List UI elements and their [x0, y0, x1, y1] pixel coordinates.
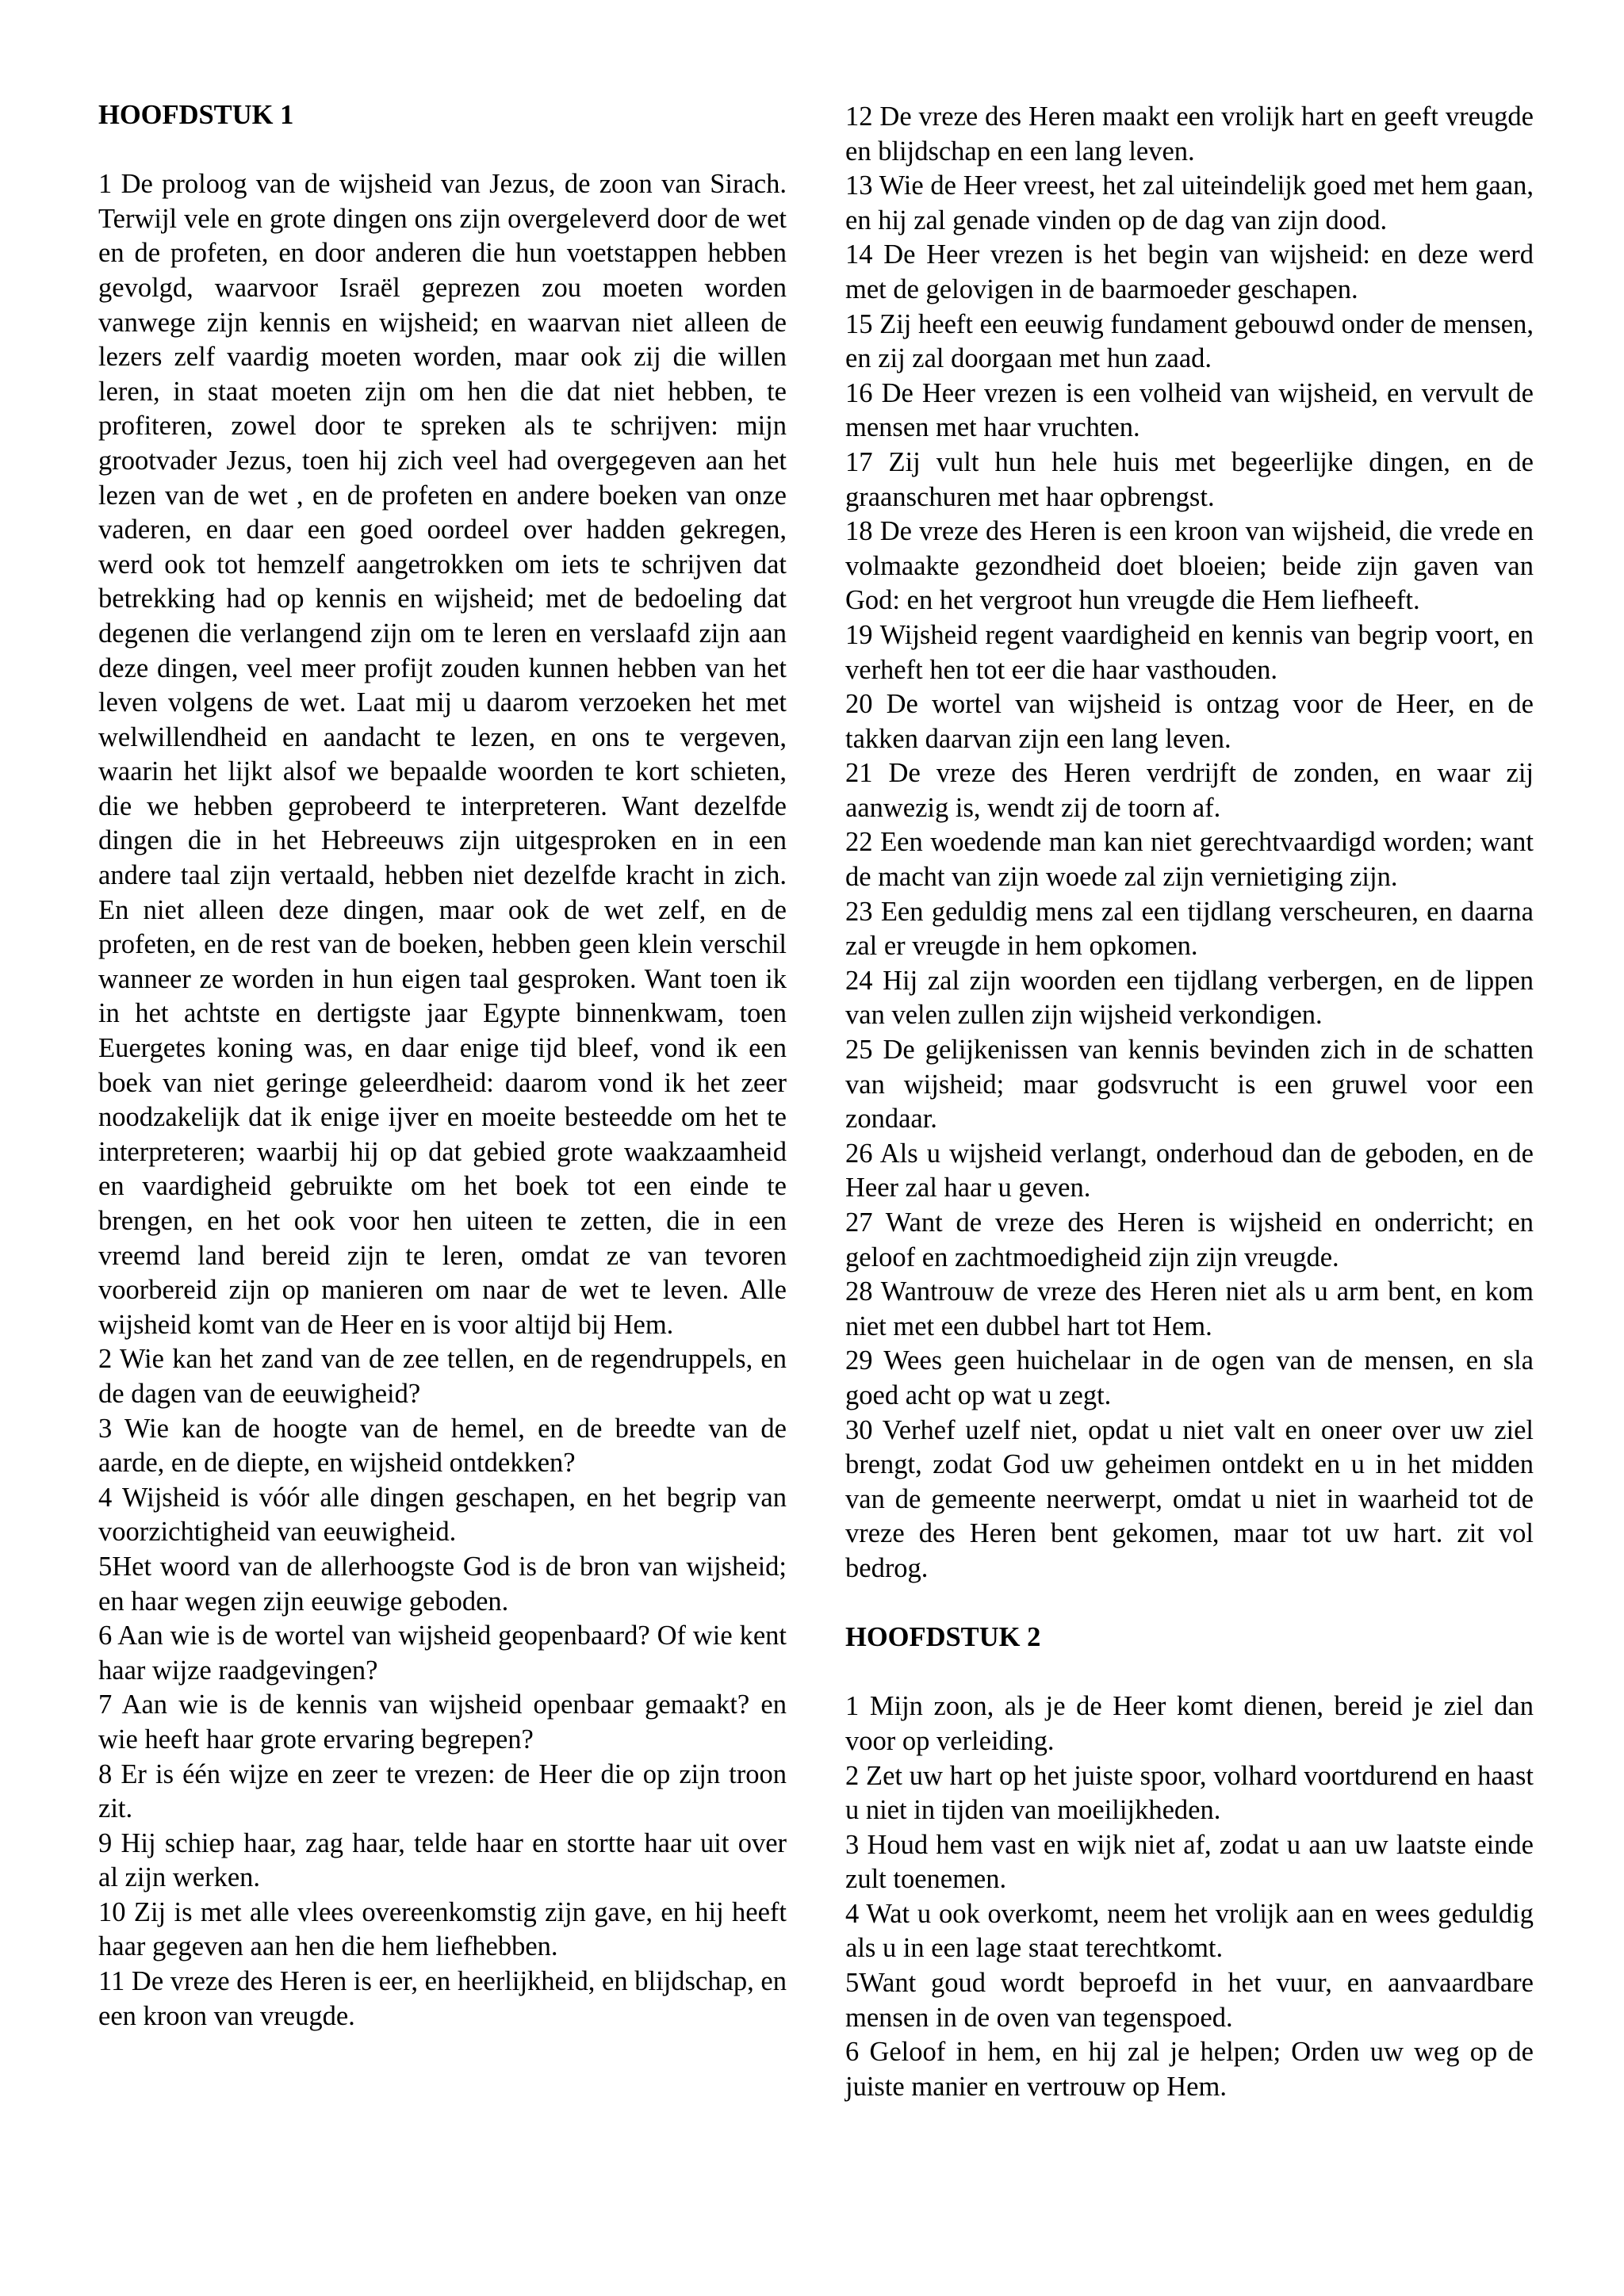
verse: 24 Hij zal zijn woorden een tijdlang verbergen, en de lippen van velen zullen zijn wijsheid verkondigen. [845, 965, 1534, 1031]
verse: 17 Zij vult hun hele huis met begeerlijke dingen, en de graanschuren met haar opbrengst. [845, 446, 1534, 512]
verse: 20 De wortel van wijsheid is ontzag voor de Heer, en de takken daarvan zijn een lang leven. [845, 689, 1534, 754]
verse: 1 De proloog van de wijsheid van Jezus, de zoon van Sirach. Terwijl vele en grote dingen ons zijn overgeleverd door de wet en de profeten, en door anderen die hun voetstappen hebben gevolgd, waarvoor Israël geprezen zou moeten worden vanwege zijn kennis en wijsheid; en waarvan niet alleen de lezers zelf vaardig moeten worden, maar ook zij die willen leren, in staat moeten zijn om hen die dat niet hebben, te profiteren, zowel door te spreken als te schrijven: mijn grootvader Jezus, toen hij zich veel had overgegeven aan het lezen van de wet , en de profeten en andere boeken van onze vaderen, en daar een goed oordeel over hadden gekregen, werd ook tot hemzelf aangetrokken om iets te schrijven dat betrekking had op kennis en wijsheid; met de bedoeling dat degenen die verlangend zijn om te leren en verslaafd zijn aan deze dingen, veel meer profijt zouden kunnen hebben van het leven volgens de wet. Laat mij u daarom verzoeken het met welwillendheid en aandacht te lezen, en ons te vergeven, waarin het lijkt alsof we bepaalde woorden te kort schieten, die we hebben geprobeerd te interpreteren. Want dezelfde dingen die in het Hebreeuws zijn uitgesproken en in een andere taal zijn vertaald, hebben niet dezelfde kracht in zich. En niet alleen deze dingen, maar ook de wet zelf, en de profeten, en de rest van de boeken, hebben geen klein verschil wanneer ze worden in hun eigen taal gesproken. Want toen ik in het achtste en dertigste jaar Egypte binnenkwam, toen Euergetes koning was, en daar enige tijd bleef, vond ik een boek van niet geringe geleerdheid: daarom vond ik het zeer noodzakelijk dat ik enige ijver en moeite besteedde om het te interpreteren; waarbij hij op dat gebied grote waakzaamheid en vaardigheid gebruikte om het boek tot een einde te brengen, en het ook voor hen uiteen te zetten, die in een vreemd land bereid zijn te leren, omdat ze van tevoren voorbereid zijn op manieren om naar de wet te leven. Alle wijsheid komt van de Heer en is voor altijd bij Hem. [98, 169, 787, 1340]
verse: 5Het woord van de allerhoogste God is de bron van wijsheid; en haar wegen zijn eeuwige geboden. [98, 1551, 787, 1617]
left-column [98, 98, 787, 2034]
verse: 9 Hij schiep haar, zag haar, telde haar en stortte haar uit over al zijn werken. [98, 1827, 787, 1893]
verse: 19 Wijsheid regent vaardigheid en kennis van begrip voort, en verheft hen tot eer die haar vasthouden. [845, 619, 1534, 685]
verse: 27 Want de vreze des Heren is wijsheid en onderricht; en geloof en zachtmoedigheid zijn zijn vreugde. [845, 1207, 1534, 1272]
verse: 18 De vreze des Heren is een kroon van wijsheid, die vrede en volmaakte gezondheid doet bloeien; beide zijn gaven van God: en het vergroot hun vreugde die Hem liefheeft. [845, 516, 1534, 616]
verse: 25 De gelijkenissen van kennis bevinden zich in de schatten van wijsheid; maar godsvrucht is een gruwel voor een zondaar. [845, 1035, 1534, 1135]
chapter-1-heading: HOOFDSTUK 1 [98, 100, 294, 130]
verse: 5Want goud wordt beproefd in het vuur, en aanvaardbare mensen in de oven van tegenspoed. [845, 1968, 1534, 2033]
verse: 7 Aan wie is de kennis van wijsheid openbaar gemaakt? en wie heeft haar grote ervaring begrepen? [98, 1689, 787, 1755]
verse: 30 Verhef uzelf niet, opdat u niet valt en oneer over uw ziel brengt, zodat God uw geheimen ontdekt en u in het midden van de gemeente neerwerpt, omdat u niet in waarheid tot de vreze des Heren bent gekomen, maar tot uw hart. zit vol bedrog. [845, 1414, 1534, 1583]
right-column [845, 100, 1534, 2104]
verse: 4 Wat u ook overkomt, neem het vrolijk aan en wees geduldig als u in een lage staat terechtkomt. [845, 1898, 1534, 1964]
verse: 21 De vreze des Heren verdrijft de zonden, en waar zij aanwezig is, wendt zij de toorn af. [845, 758, 1534, 823]
verse: 6 Aan wie is de wortel van wijsheid geopenbaard? Of wie kent haar wijze raadgevingen? [98, 1621, 787, 1686]
chapter-2-heading: HOOFDSTUK 2 [845, 1622, 1041, 1653]
verse: 11 De vreze des Heren is eer, en heerlijkheid, en blijdschap, en een kroon van vreugde. [98, 1966, 787, 2031]
verse: 29 Wees geen huichelaar in de ogen van de mensen, en sla goed acht op wat u zegt. [845, 1345, 1534, 1410]
verse: 26 Als u wijsheid verlangt, onderhoud dan de geboden, en de Heer zal haar u geven. [845, 1138, 1534, 1203]
verse: 12 De vreze des Heren maakt een vrolijk hart en geeft vreugde en blijdschap en een lang leven. [845, 101, 1534, 166]
verse: 4 Wijsheid is vóór alle dingen geschapen, en het begrip van voorzichtigheid van eeuwigheid. [98, 1482, 787, 1548]
verse: 28 Wantrouw de vreze des Heren niet als u arm bent, en kom niet met een dubbel hart tot Hem. [845, 1276, 1534, 1341]
verse: 23 Een geduldig mens zal een tijdlang verscheuren, en daarna zal er vreugde in hem opkomen. [845, 896, 1534, 962]
verse: 13 Wie de Heer vreest, het zal uiteindelijk goed met hem gaan, en hij zal genade vinden op de dag van zijn dood. [845, 170, 1534, 235]
verse: 3 Wie kan de hoogte van de hemel, en de breedte van de aarde, en de diepte, en wijsheid ontdekken? [98, 1413, 787, 1479]
verse: 10 Zij is met alle vlees overeenkomstig zijn gave, en hij heeft haar gegeven aan hen die hem liefhebben. [98, 1896, 787, 1962]
verse: 14 De Heer vrezen is het begin van wijsheid: en deze werd met de gelovigen in de baarmoeder geschapen. [845, 239, 1534, 304]
verse: 16 De Heer vrezen is een volheid van wijsheid, en vervult de mensen met haar vruchten. [845, 377, 1534, 443]
verse: 8 Er is één wijze en zeer te vrezen: de Heer die op zijn troon zit. [98, 1758, 787, 1824]
verse: 2 Wie kan het zand van de zee tellen, en de regendruppels, en de dagen van de eeuwigheid? [98, 1344, 787, 1409]
verse: 3 Houd hem vast en wijk niet af, zodat u aan uw laatste einde zult toenemen. [845, 1829, 1534, 1895]
verse: 2 Zet uw hart op het juiste spoor, volhard voortdurend en haast u niet in tijden van moeilijkheden. [845, 1760, 1534, 1826]
verse: 6 Geloof in hem, en hij zal je helpen; Orden uw weg op de juiste manier en vertrouw op Hem. [845, 2037, 1534, 2102]
verse: 22 Een woedende man kan niet gerechtvaardigd worden; want de macht van zijn woede zal zijn vernietiging zijn. [845, 827, 1534, 893]
verse: 15 Zij heeft een eeuwig fundament gebouwd onder de mensen, en zij zal doorgaan met hun zaad. [845, 308, 1534, 374]
verse: 1 Mijn zoon, als je de Heer komt dienen, bereid je ziel dan voor op verleiding. [845, 1691, 1534, 1756]
